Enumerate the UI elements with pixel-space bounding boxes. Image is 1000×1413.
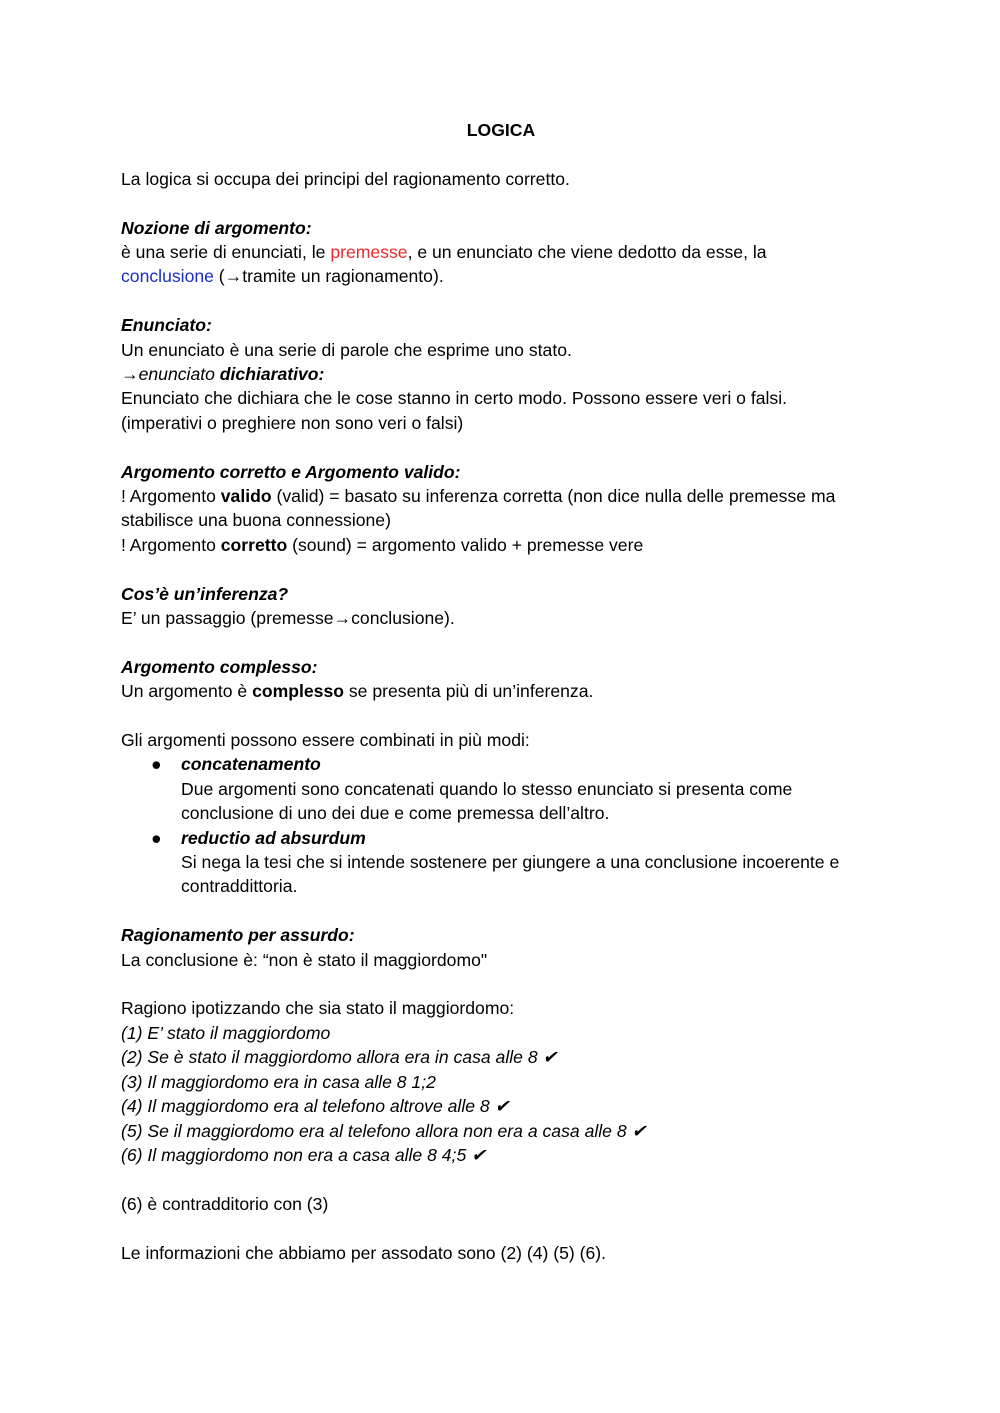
list-item-title: reductio ad absurdum (181, 827, 366, 848)
assurdo-conclusione: La conclusione è: “non è stato il maggiordomo" (121, 949, 488, 970)
list-item-text: contraddittoria. (181, 876, 298, 897)
list-item-text: Si nega la tesi che si intende sostenere per giungere a una conclusione incoerente e (181, 852, 840, 873)
list-item (121, 752, 881, 825)
inferenza-definition: E’ un passaggio (premesse→conclusione). (121, 608, 455, 629)
section-heading-corretto-valido: Argomento corretto e Argomento valido: (121, 461, 461, 482)
section-heading-complesso: Argomento complesso: (121, 656, 318, 677)
document-page (121, 118, 881, 1265)
complesso-definition: Un argomento è complesso se presenta più di un’inferenza. (121, 681, 594, 702)
page-title: LOGICA (466, 120, 536, 140)
contraddizione-line: (6) è contradditorio con (3) (121, 1193, 329, 1214)
reasoning-step: (2) Se è stato il maggiordomo allora era in casa alle 8 ✔ (121, 1047, 558, 1068)
reasoning-step: (1) E’ stato il maggiordomo (121, 1022, 331, 1043)
reasoning-step: (6) Il maggiordomo non era a casa alle 8 4;5 ✔ (121, 1144, 486, 1165)
reasoning-step: (5) Se il maggiordomo era al telefono allora non era a casa alle 8 ✔ (121, 1120, 647, 1141)
reasoning-step: (3) Il maggiordomo era in casa alle 8 1;2 (121, 1071, 436, 1092)
assurdo-ipotesi: Ragiono ipotizzando che sia stato il maggiordomo: (121, 998, 515, 1019)
valido-line2: stabilisce una buona connessione) (121, 510, 391, 531)
section-heading-enunciato: Enunciato: (121, 315, 212, 336)
bullet-icon: ● (151, 827, 162, 848)
list-item-text: Due argomenti sono concatenati quando lo stesso enunciato si presenta come (181, 778, 793, 799)
valido-line: ! Argomento valido (valid) = basato su inferenza corretta (non dice nulla delle premesse ma (121, 486, 836, 507)
argomento-definition-cont: conclusione (→tramite un ragionamento). (121, 266, 444, 287)
section-heading-argomento: Nozione di argomento: (121, 217, 312, 238)
list-item (121, 826, 881, 899)
combinati-intro: Gli argomenti possono essere combinati in più modi: (121, 730, 530, 751)
list-item-text: conclusione di uno dei due e come premessa dell’altro. (181, 803, 610, 824)
reasoning-step: (4) Il maggiordomo era al telefono altrove alle 8 ✔ (121, 1096, 510, 1117)
bullet-icon: ● (151, 754, 162, 775)
corretto-line: ! Argomento corretto (sound) = argomento valido + premesse vere (121, 534, 644, 555)
enunciato-definition: Un enunciato è una serie di parole che esprime uno stato. (121, 339, 572, 360)
section-heading-assurdo: Ragionamento per assurdo: (121, 925, 355, 946)
intro-paragraph: La logica si occupa dei principi del ragionamento corretto. (121, 168, 570, 189)
list-item-title: concatenamento (181, 754, 321, 775)
enunciato-dichiarativo-line1: Enunciato che dichiara che le cose stanno in certo modo. Possono essere veri o falsi. (121, 388, 788, 409)
enunciato-dichiarativo-heading: →enunciato dichiarativo: (121, 364, 325, 385)
combinati-list (121, 752, 881, 898)
conclusione-term: conclusione (121, 266, 214, 287)
section-heading-inferenza: Cos’è un’inferenza? (121, 583, 289, 604)
enunciato-dichiarativo-line2: (imperativi o preghiere non sono veri o falsi) (121, 412, 464, 433)
argomento-definition: è una serie di enunciati, le premesse, e un enunciato che viene dedotto da esse, la (121, 242, 767, 262)
assodato-line: Le informazioni che abbiamo per assodato sono (2) (4) (5) (6). (121, 1242, 607, 1263)
premesse-term: premesse (330, 242, 408, 262)
